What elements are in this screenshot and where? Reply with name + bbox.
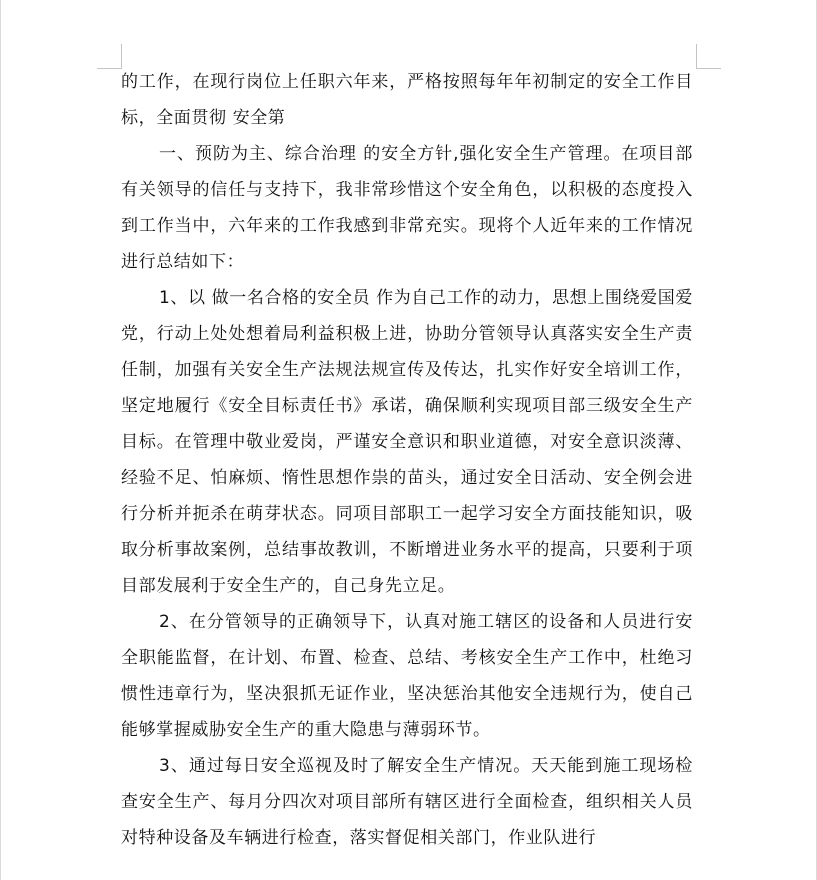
page-left-edge <box>0 0 1 880</box>
paragraph-item-2: 2、在分管领导的正确领导下，认真对施工辖区的设备和人员进行安全职能监督，在计划、布置、检查、总结、考核安全生产工作中，杜绝习惯性违章行为，坚决狠抓无证作业，坚决惩治其他安全违规行为，使自己能够掌握威胁安全生产的重大隐患与薄弱环节。 <box>121 612 693 740</box>
margin-corner-top-left <box>97 44 122 69</box>
paragraph-continuation: 的工作，在现行岗位上任职六年来，严格按照每年年初制定的安全工作目标，全面贯彻 安全第 <box>121 72 693 128</box>
paragraph-item-1: 1、以 做一名合格的安全员 作为自己工作的动力，思想上围绕爱国爱党，行动上处处想着局利益积极上进，协助分管领导认真落实安全生产责任制，加强有关安全生产法规法规宣传及传达，扎实作好安全培训工作，坚定地履行《安全目标责任书》承诺，确保顺利实现项目部三级安全生产目标。在管理中敬业爱岗，严谨安全意识和职业道德，对安全意识淡薄、经验不足、怕麻烦、惰性思想作祟的苗头，通过安全日活动、安全例会进行分析并扼杀在萌芽状态。同项目部职工一起学习安全方面技能知识，吸取分析事故案例，总结事故教训，不断增进业务水平的提高，只要利于项目部发展利于安全生产的，自己身先立足。 <box>121 288 693 596</box>
document-body[interactable] <box>121 64 693 856</box>
paragraph-item-3: 3、通过每日安全巡视及时了解安全生产情况。天天能到施工现场检查安全生产、每月分四次对项目部所有辖区进行全面检查，组织相关人员对特种设备及车辆进行检查，落实督促相关部门，作业队进行 <box>121 756 693 848</box>
margin-corner-top-right <box>696 44 721 69</box>
paragraph-intro: 一、预防为主、综合治理 的安全方针,强化安全生产管理。在项目部有关领导的信任与支持下，我非常珍惜这个安全角色，以积极的态度投入到工作当中，六年来的工作我感到非常充实。现将个人近年来的工作情况进行总结如下： <box>121 144 693 272</box>
